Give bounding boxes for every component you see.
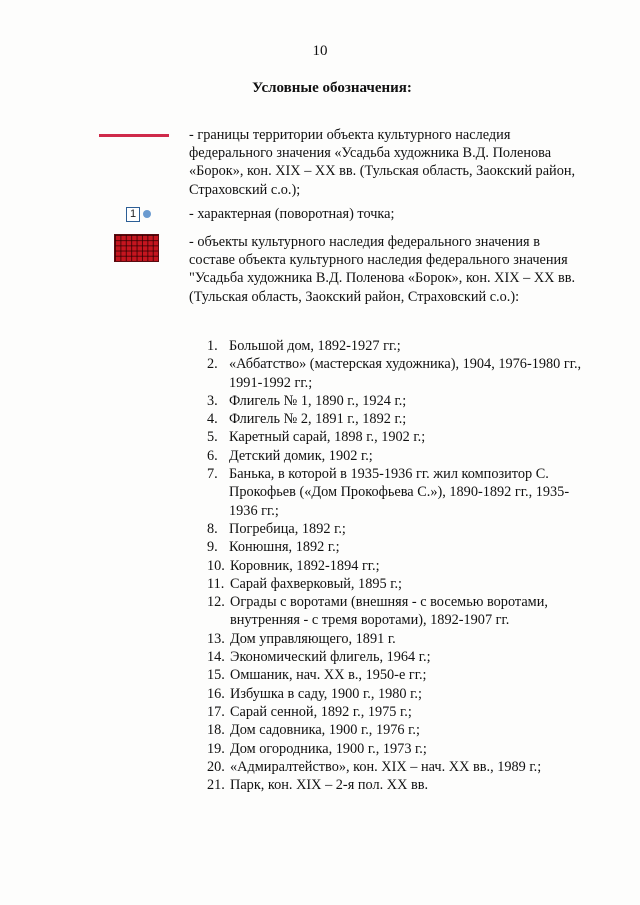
point-dot-icon — [143, 210, 151, 218]
list-item — [207, 447, 597, 465]
list-item-number: 6. — [207, 447, 218, 464]
list-item-text: Сарай фахверковый, 1895 г.; — [230, 575, 403, 592]
list-item — [207, 740, 597, 758]
list-item-text: Сарай сенной, 1892 г., 1975 г.; — [230, 703, 412, 720]
list-item-number: 2. — [207, 356, 218, 373]
list-item — [207, 410, 597, 428]
legend-heading: Условные обозначения: — [252, 80, 412, 96]
list-item-text: Конюшня, 1892 г.; — [229, 539, 340, 556]
list-item-text: Омшаник, нач. XX в., 1950-е гг.; — [230, 667, 427, 684]
legend-boundary-text: - границы территории объекта культурного наследия федерального значения «Усадьба художника В.Д. Поленова «Борок», кон. XIX – XX вв. (Тульская область, Заокский район, Страховский с.о.); — [189, 127, 576, 198]
list-item-text: Дом огородника, 1900 г., 1973 г.; — [230, 740, 427, 757]
list-item-text: Парк, кон. XIX – 2-я пол. XX вв. — [230, 777, 429, 794]
list-item-number: 3. — [207, 392, 218, 409]
list-item-number: 8. — [207, 520, 218, 537]
list-item-text: Детский домик, 1902 г.; — [229, 447, 373, 464]
list-item — [207, 538, 597, 556]
boundary-line-symbol — [99, 134, 169, 137]
list-item-number: 12. — [207, 594, 225, 611]
list-item — [207, 520, 597, 538]
list-item-number: 20. — [207, 758, 225, 775]
list-item-text: Банька, в которой в 1935-1936 гг. жил композитор С. Прокофьев («Дом Прокофьева С.»), 1890-1892 гг., 1935-1936 гг.; — [229, 466, 570, 519]
list-item-text: Избушка в саду, 1900 г., 1980 г.; — [230, 685, 422, 702]
list-item-text: Ограды с воротами (внешняя - с восемью воротами, внутренняя - с тремя воротами), 1892-1907 гг. — [230, 594, 548, 629]
list-item-text: Экономический флигель, 1964 г.; — [230, 649, 431, 666]
list-item — [207, 428, 597, 446]
list-item-number: 4. — [207, 411, 218, 428]
list-item-number: 1. — [207, 338, 218, 354]
list-item — [207, 557, 597, 575]
list-item — [207, 337, 597, 355]
list-item-number: 18. — [207, 722, 225, 739]
point-number-box: 1 — [126, 207, 140, 222]
list-item — [207, 630, 597, 648]
list-item — [207, 758, 597, 776]
list-item-text: «Аббатство» (мастерская художника), 1904, 1976-1980 гг., 1991-1992 гг.; — [229, 356, 582, 391]
turning-point-symbol — [126, 205, 151, 223]
list-item-number: 14. — [207, 649, 225, 666]
heritage-objects-list — [207, 337, 597, 794]
list-item — [207, 593, 597, 630]
list-item — [207, 648, 597, 666]
list-item-number: 7. — [207, 466, 218, 483]
list-item-text: Флигель № 1, 1890 г., 1924 г.; — [229, 392, 407, 409]
list-item — [207, 666, 597, 684]
list-item-number: 5. — [207, 429, 218, 446]
list-item-text: Коровник, 1892-1894 гг.; — [230, 557, 380, 574]
list-item-number: 9. — [207, 539, 218, 556]
list-item — [207, 776, 597, 794]
list-item — [207, 575, 597, 593]
list-item — [207, 703, 597, 721]
list-item-number: 15. — [207, 667, 225, 684]
list-item-number: 17. — [207, 703, 225, 720]
list-item-text: «Адмиралтейство», кон. XIX – нач. XX вв., 1989 г.; — [230, 758, 542, 775]
list-item — [207, 392, 597, 410]
list-item-number: 11. — [207, 575, 225, 592]
list-item-text: Погребица, 1892 г.; — [229, 520, 346, 537]
list-item-text: Большой дом, 1892-1927 гг.; — [229, 338, 401, 354]
list-item-text: Дом управляющего, 1891 г. — [230, 630, 396, 647]
legend-turning-point-text: - характерная (поворотная) точка; — [189, 206, 395, 222]
list-item — [207, 465, 597, 520]
list-item-number: 13. — [207, 630, 225, 647]
page-number: 10 — [312, 43, 328, 59]
list-item-text: Дом садовника, 1900 г., 1976 г.; — [230, 722, 420, 739]
heritage-objects-hatch-symbol — [114, 234, 159, 262]
list-item-number: 10. — [207, 557, 225, 574]
list-item — [207, 355, 597, 392]
list-item — [207, 721, 597, 739]
list-item — [207, 685, 597, 703]
list-item-number: 19. — [207, 740, 225, 757]
legend-heritage-objects-text: - объекты культурного наследия федерального значения в составе объекта культурного наследия федерального значения "Усадьба художника В.Д. Поленова «Борок», кон. XIX – XX вв. (Тульская область, Заокский район, Страховский с.о.): — [189, 234, 576, 305]
list-item-number: 21. — [207, 777, 225, 794]
list-item-text: Флигель № 2, 1891 г., 1892 г.; — [229, 411, 407, 428]
list-item-number: 16. — [207, 685, 225, 702]
list-item-text: Каретный сарай, 1898 г., 1902 г.; — [229, 429, 426, 446]
